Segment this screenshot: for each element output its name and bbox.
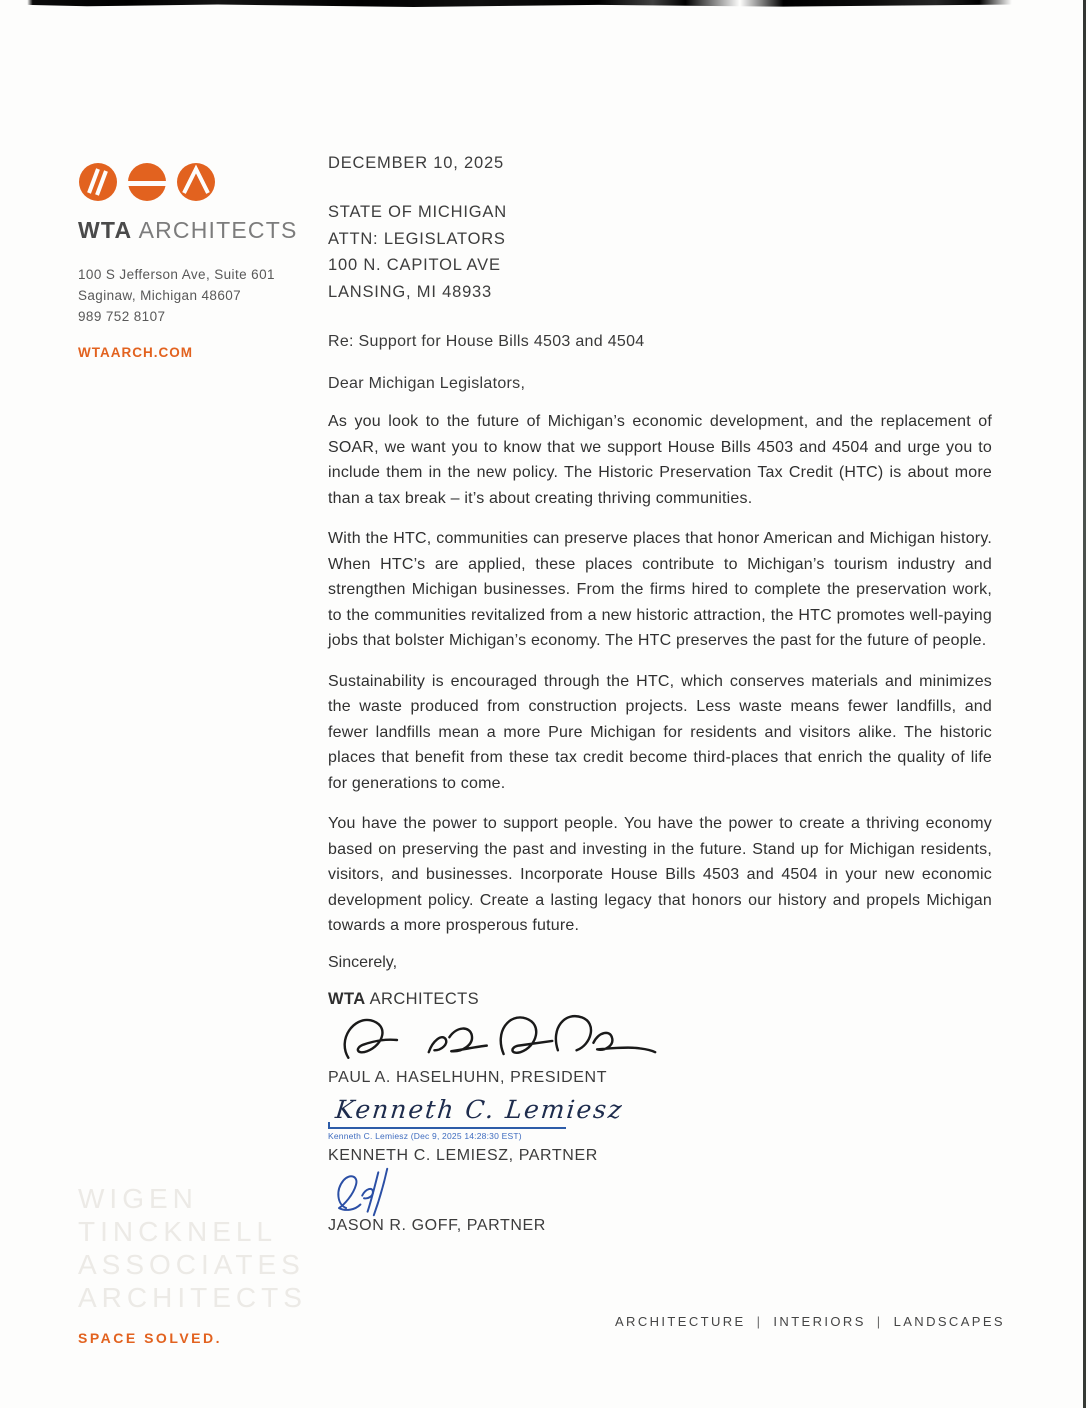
watermark [78, 1182, 307, 1346]
letterhead-address [78, 264, 308, 327]
watermark-tagline: SPACE SOLVED. [78, 1330, 223, 1346]
recipient-line: STATE OF MICHIGAN [328, 203, 507, 221]
recipient-line: LANSING, MI 48933 [328, 282, 493, 301]
footer-item-interiors: INTERIORS [773, 1314, 866, 1329]
watermark-line: ARCHITECTS [78, 1282, 307, 1313]
letterhead [78, 162, 308, 360]
paul-handwritten-signature-icon [328, 1011, 668, 1069]
signature-company-name [328, 990, 992, 1009]
footer-item-landscapes: LANDSCAPES [893, 1314, 1005, 1329]
scan-artifact-top-edge [0, 0, 1088, 7]
recipient-block [328, 199, 992, 305]
partner1-name: KENNETH C. LEMIESZ, PARTNER [328, 1146, 598, 1164]
footer-disciplines [615, 1314, 1005, 1329]
body-paragraph-3: Sustainability is encouraged through the HTC, which conserves materials and minimizes the waste produced from construction projects. Less waste means fewer landfills, and fewer landfills mean a more Pure Michigan for residents and visitors alike. The historic places that benefit from these tax credit become third-places that enrich the quality of life for generations to come. [328, 672, 992, 792]
partner2-name: JASON R. GOFF, PARTNER [328, 1216, 546, 1234]
website-link: WTAARCH.COM [78, 345, 193, 360]
company-logo [78, 162, 308, 202]
logo-circle-t-icon [127, 162, 167, 202]
watermark-line: ASSOCIATES [78, 1249, 305, 1280]
phone-number: 989 752 8107 [78, 309, 166, 324]
esignature-underline [328, 1127, 566, 1129]
address-line-1: 100 S Jefferson Ave, Suite 601 [78, 267, 275, 282]
brand-name-bold: WTA [78, 217, 133, 243]
signature-company-rest: ARCHITECTS [365, 989, 480, 1008]
subject-line: Re: Support for House Bills 4503 and 4504 [328, 333, 645, 350]
brand-name [78, 217, 308, 244]
watermark-line: TINCKNELL [78, 1216, 278, 1247]
footer-separator: | [756, 1314, 763, 1329]
body-paragraph-4: You have the power to support people. You have the power to create a thriving economy based on preserving the past and investing in the future. Stand up for Michigan residents, visitors, and businesses. Incorporate House Bills 4503 and 4504 in your new economic development policy. Create a lasting legacy that honors our history and propels Michigan towards a more prosperous future. [328, 815, 992, 934]
salutation: Dear Michigan Legislators, [328, 375, 526, 392]
date-line: DECEMBER 10, 2025 [328, 154, 504, 172]
watermark-line: WIGEN [78, 1183, 198, 1214]
footer-separator: | [876, 1314, 883, 1329]
closing-line: Sincerely, [328, 953, 398, 971]
esignature-timestamp: Kenneth C. Lemiesz (Dec 9, 2025 14:28:30 EST) [328, 1130, 522, 1141]
body-paragraph-1: As you look to the future of Michigan’s economic development, and the replacement of SOAR, we want you to know that we support House Bills 4503 and 4504 and urge you to include them in the new policy. The Historic Preservation Tax Credit (HTC) is about more than a tax break – it’s about creating thriving communities. [328, 413, 992, 507]
president-name: PAUL A. HASELHUHN, PRESIDENT [328, 1068, 608, 1086]
logo-circle-a-icon [176, 162, 216, 202]
brand-name-rest: ARCHITECTS [132, 217, 298, 243]
logo-circle-w-icon [78, 162, 118, 202]
jason-handwritten-signature-icon [328, 1167, 400, 1217]
address-line-2: Saginaw, Michigan 48607 [78, 288, 242, 303]
recipient-line: ATTN: LEGISLATORS [328, 229, 506, 248]
body-paragraph-2: With the HTC, communities can preserve places that honor American and Michigan history. When HTC’s are applied, these places contribute to Michigan’s tourism industry and strengthen Michigan businesses. From the firms hired to complete the preservation work, to the communities revitalized from a new historic attraction, the HTC promotes well-paying jobs that bolster Michigan’s economy. The HTC preserves the past for the future of people. [328, 530, 992, 649]
scan-artifact-right-edge [1083, 0, 1086, 1408]
letter-body [328, 154, 992, 1235]
kenneth-esignature-script: Kenneth C. Lemiesz [334, 1094, 625, 1124]
signature-company-bold: WTA [328, 989, 366, 1008]
footer-item-architecture: ARCHITECTURE [614, 1314, 746, 1329]
recipient-line: 100 N. CAPITOL AVE [328, 256, 501, 274]
